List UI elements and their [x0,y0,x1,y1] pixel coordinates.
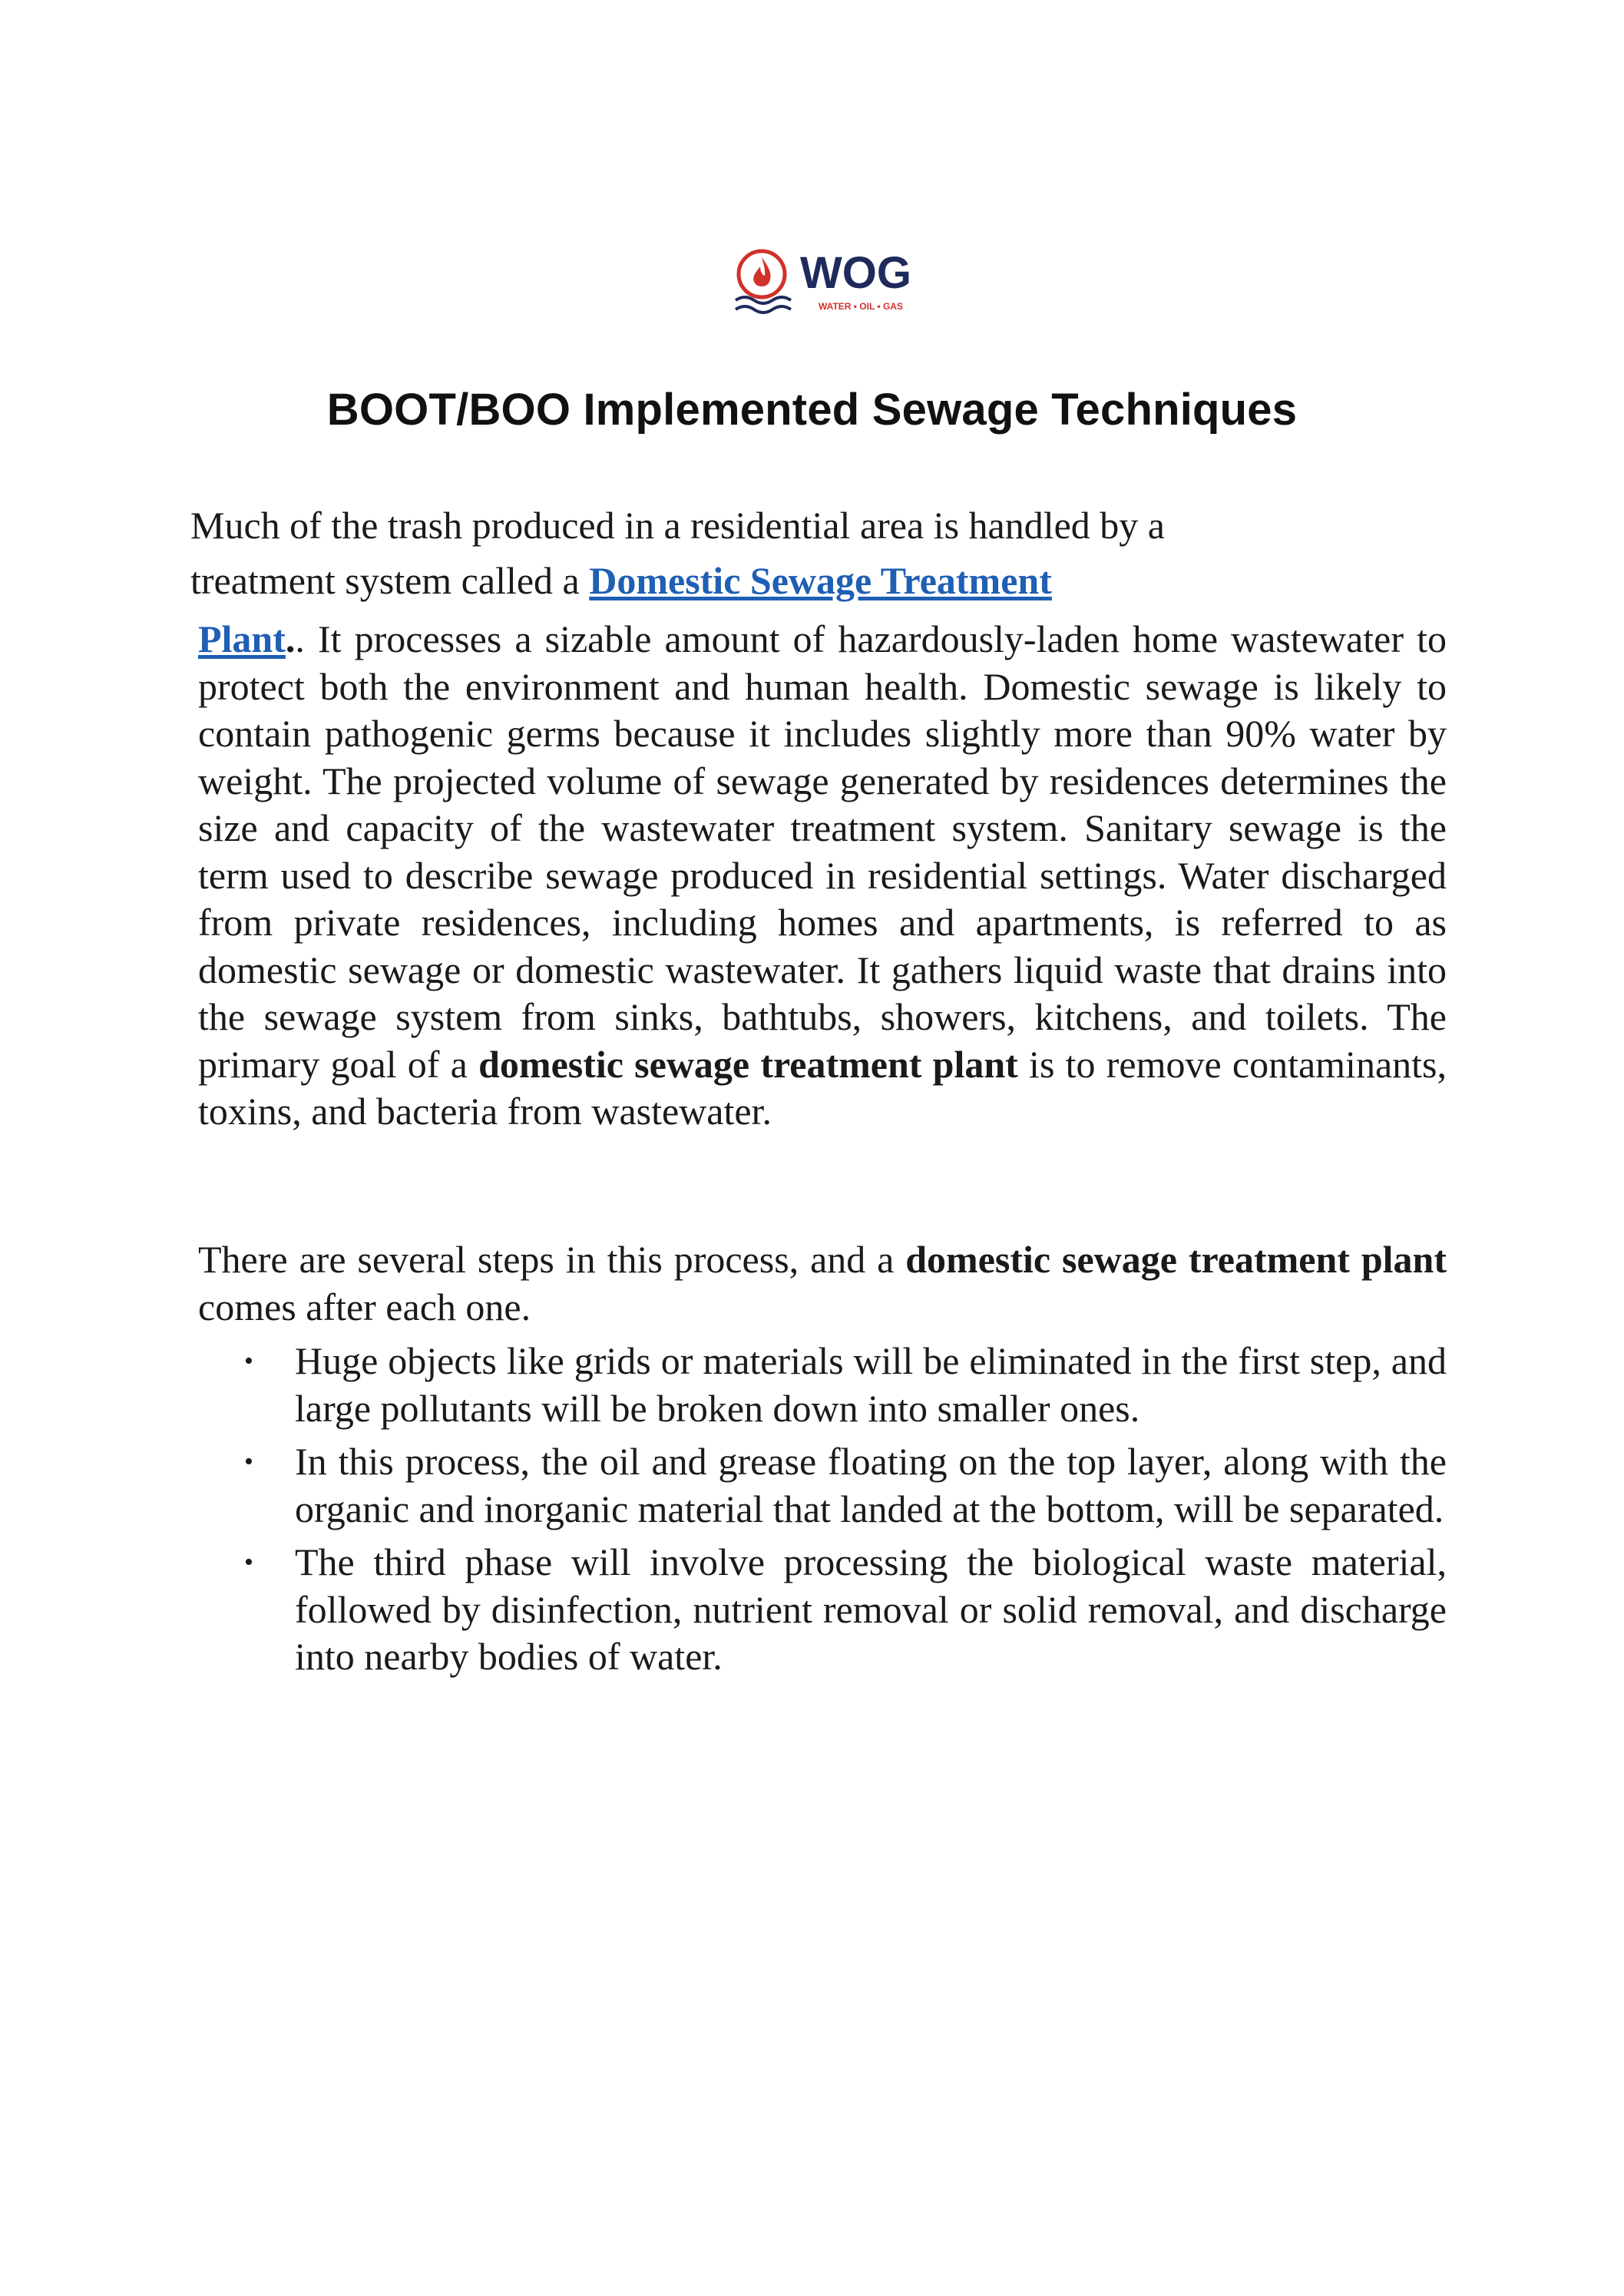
step-text: In this process, the oil and grease floating on the top layer, along with the organic and inorganic material that landed at the bottom, will be separated. [295,1440,1447,1530]
logo-brand-text: WOG [800,248,911,298]
step-text: Huge objects like grids or materials will be eliminated in the first step, and large pollutants will be broken down into smaller ones. [295,1339,1447,1430]
step-text: The third phase will involve processing the biological waste material, followed by disinfection, nutrient removal or solid removal, and discharge into nearby bodies of water. [295,1540,1447,1678]
intro-line-2-text: treatment system called a [190,559,590,602]
steps-intro-paragraph [198,1236,1447,1331]
intro-line-2 [190,553,1434,608]
link-period: . [285,617,296,660]
list-item [198,1338,1447,1432]
list-item [198,1438,1447,1533]
wog-logo-graphic [729,242,960,319]
intro-paragraph [190,498,1434,608]
intro-line-1: Much of the trash produced in a residential area is handled by a [190,504,1165,547]
bullet-icon: • [244,1447,253,1476]
domestic-sewage-treatment-plant-link[interactable]: Domestic Sewage Treatment [589,559,1052,602]
wog-logo [729,242,960,319]
body-text-tail: is to remove contaminants, toxins, and bacteria from wastewater. [198,1042,1447,1133]
steps-list [198,1338,1447,1687]
steps-intro-bold-term: domestic sewage treatment plant [905,1238,1447,1281]
body-paragraph [198,616,1447,1136]
logo-tagline: WATER • OIL • GAS [819,301,903,312]
plant-link[interactable]: Plant [198,617,286,660]
steps-intro-suffix: comes after each one. [198,1285,531,1328]
list-item [198,1539,1447,1681]
logo-wave-icon [736,306,791,313]
body-bold-term: domestic sewage treatment plant [478,1042,1018,1086]
logo-flame-icon [753,257,770,286]
steps-intro-prefix: There are several steps in this process, and a [198,1238,906,1281]
bullet-icon: • [244,1548,253,1576]
body-text-main: . It processes a sizable amount of hazardously-laden home wastewater to protect both the environment and human health. Domestic sewage is likely to contain pathogenic germs because it includes slightly more than 90% water by weight. The projected volume of sewage generated by residences determines the size and capacity of the wastewater treatment system. Sanitary sewage is the term used to describe sewage produced in residential settings. Water discharged from private residences, including homes and apartments, is referred to as domestic sewage or domestic wastewater. It gathers liquid waste that drains into the sewage system from sinks, bathtubs, showers, kitchens, and toilets. The primary goal of a [198,617,1447,1086]
page-title: BOOT/BOO Implemented Sewage Techniques [326,385,1298,435]
bullet-icon: • [244,1347,253,1375]
